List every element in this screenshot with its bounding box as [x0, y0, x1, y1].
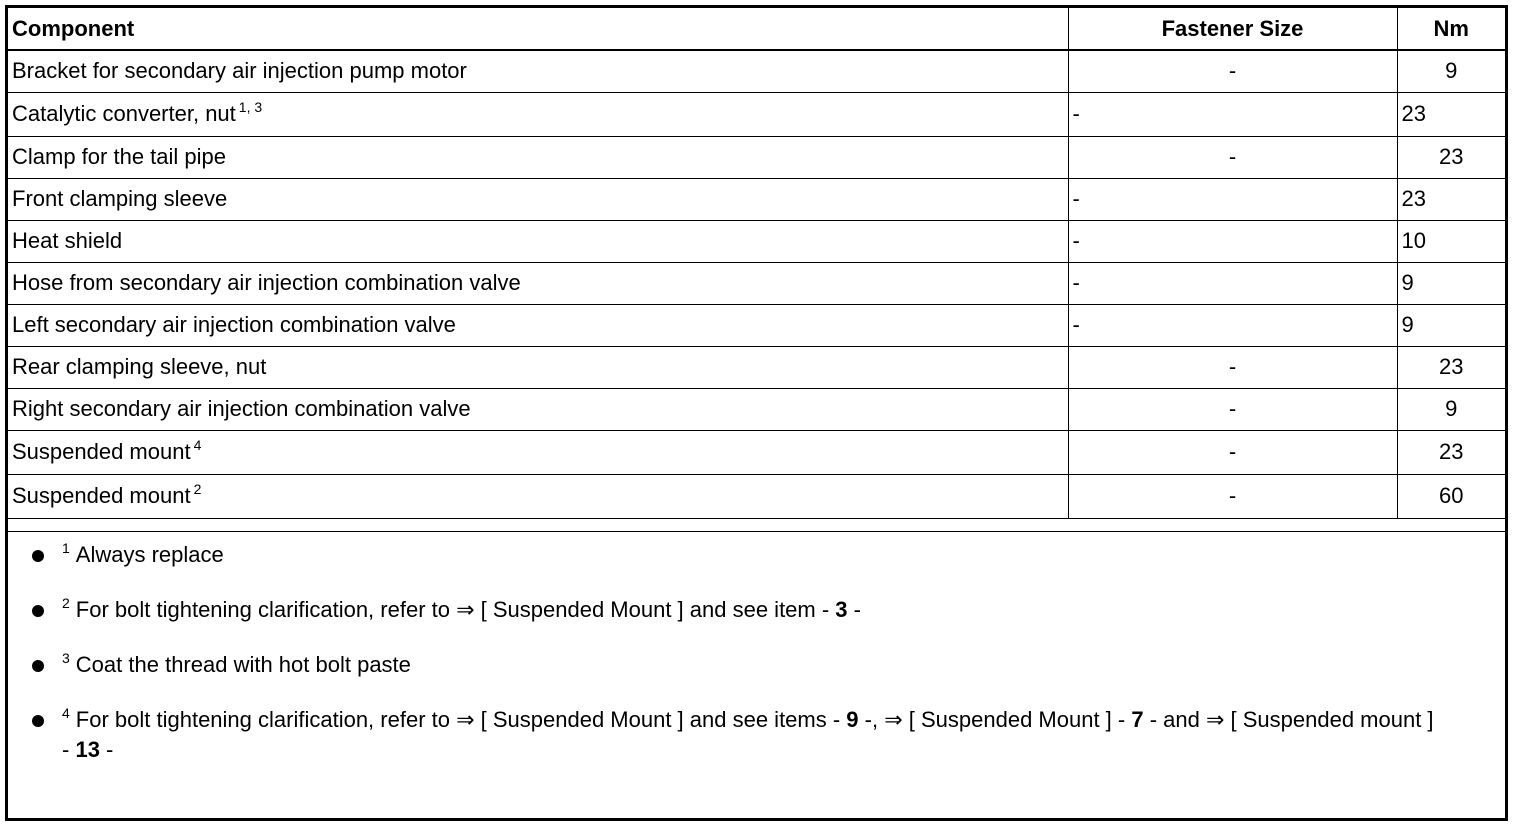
footnote-body: - — [99, 737, 114, 762]
header-component: Component — [8, 8, 1068, 50]
footnote-body: Always replace — [75, 542, 224, 567]
table-row — [8, 388, 1505, 430]
footnotes-section — [8, 531, 1505, 762]
nm-cell: 60 — [1397, 474, 1505, 518]
fastener-size-cell: - — [1068, 136, 1397, 178]
component-cell — [8, 430, 1068, 474]
footnote-number: 2 — [62, 595, 70, 611]
table-row — [8, 220, 1505, 262]
table-row — [8, 346, 1505, 388]
nm-cell: 23 — [1397, 430, 1505, 474]
bullet-icon — [32, 605, 44, 617]
component-name: Front clamping sleeve — [12, 186, 228, 211]
bullet-icon — [32, 550, 44, 562]
fastener-size-cell: - — [1068, 388, 1397, 430]
fastener-size-cell: - — [1068, 178, 1397, 220]
component-name: Clamp for the tail pipe — [12, 144, 226, 169]
nm-cell: 10 — [1397, 220, 1505, 262]
fastener-size-cell: - — [1068, 262, 1397, 304]
component-cell — [8, 92, 1068, 136]
footnote-number: 1 — [62, 540, 70, 556]
footnote-body: - and ⇒ [ Suspended mount ] - — [62, 707, 1434, 762]
footnote-number: 4 — [62, 705, 70, 721]
footnote-text — [62, 540, 1442, 570]
fastener-size-cell: - — [1068, 50, 1397, 92]
table-row — [8, 474, 1505, 518]
nm-cell: 23 — [1397, 178, 1505, 220]
bullet-icon — [32, 715, 44, 727]
nm-cell: 23 — [1397, 136, 1505, 178]
footnote-text — [62, 595, 1442, 625]
torque-spec-table — [8, 8, 1505, 519]
component-cell — [8, 388, 1068, 430]
item-number: 13 — [75, 737, 100, 762]
footnote-number: 3 — [62, 650, 70, 666]
footnote-ref: 2 — [193, 481, 202, 497]
table-row — [8, 178, 1505, 220]
component-cell — [8, 262, 1068, 304]
footnote-text — [62, 650, 1442, 680]
component-name: Catalytic converter, nut — [12, 101, 236, 126]
nm-cell: 9 — [1397, 50, 1505, 92]
footnote-body: Coat the thread with hot bolt paste — [75, 652, 411, 677]
torque-spec-document — [5, 5, 1508, 821]
fastener-size-cell: - — [1068, 304, 1397, 346]
table-row — [8, 430, 1505, 474]
header-nm: Nm — [1397, 8, 1505, 50]
component-cell — [8, 50, 1068, 92]
footnote-body: For bolt tightening clarification, refer to ⇒ [ Suspended Mount ] and see items - — [75, 707, 847, 732]
component-cell — [8, 346, 1068, 388]
footnote-body: - — [847, 597, 861, 622]
item-number: 3 — [835, 597, 848, 622]
component-name: Suspended mount — [12, 439, 191, 464]
component-name: Right secondary air injection combination valve — [12, 396, 471, 421]
table-row — [8, 50, 1505, 92]
footnote-ref: 4 — [193, 437, 202, 453]
component-name: Hose from secondary air injection combination valve — [12, 270, 521, 295]
header-fastener-size: Fastener Size — [1068, 8, 1397, 50]
footnote-text — [62, 705, 1442, 765]
table-header-row — [8, 8, 1505, 50]
component-name: Heat shield — [12, 228, 123, 253]
table-row — [8, 136, 1505, 178]
component-name: Bracket for secondary air injection pump motor — [12, 58, 467, 84]
fastener-size-cell: - — [1068, 430, 1397, 474]
fastener-size-cell: - — [1068, 92, 1397, 136]
bullet-icon — [32, 660, 44, 672]
component-cell — [8, 178, 1068, 220]
item-number: 9 — [846, 707, 859, 732]
nm-cell: 9 — [1397, 304, 1505, 346]
component-cell — [8, 474, 1068, 518]
table-row — [8, 304, 1505, 346]
component-cell — [8, 136, 1068, 178]
table-row — [8, 262, 1505, 304]
nm-cell: 23 — [1397, 92, 1505, 136]
footnote-ref: 1, 3 — [238, 99, 263, 115]
component-cell — [8, 220, 1068, 262]
item-number: 7 — [1131, 707, 1144, 732]
nm-cell: 9 — [1397, 388, 1505, 430]
component-name: Suspended mount — [12, 483, 191, 508]
nm-cell: 23 — [1397, 346, 1505, 388]
fastener-size-cell: - — [1068, 346, 1397, 388]
component-name: Left secondary air injection combination valve — [12, 312, 456, 337]
table-body — [8, 50, 1505, 518]
footnote-body: For bolt tightening clarification, refer to ⇒ [ Suspended Mount ] and see item - — [75, 597, 836, 622]
component-cell — [8, 304, 1068, 346]
component-name: Rear clamping sleeve, nut — [12, 354, 267, 379]
fastener-size-cell: - — [1068, 220, 1397, 262]
table-row — [8, 92, 1505, 136]
footnote-body: -, ⇒ [ Suspended Mount ] - — [858, 707, 1132, 732]
fastener-size-cell: - — [1068, 474, 1397, 518]
nm-cell: 9 — [1397, 262, 1505, 304]
